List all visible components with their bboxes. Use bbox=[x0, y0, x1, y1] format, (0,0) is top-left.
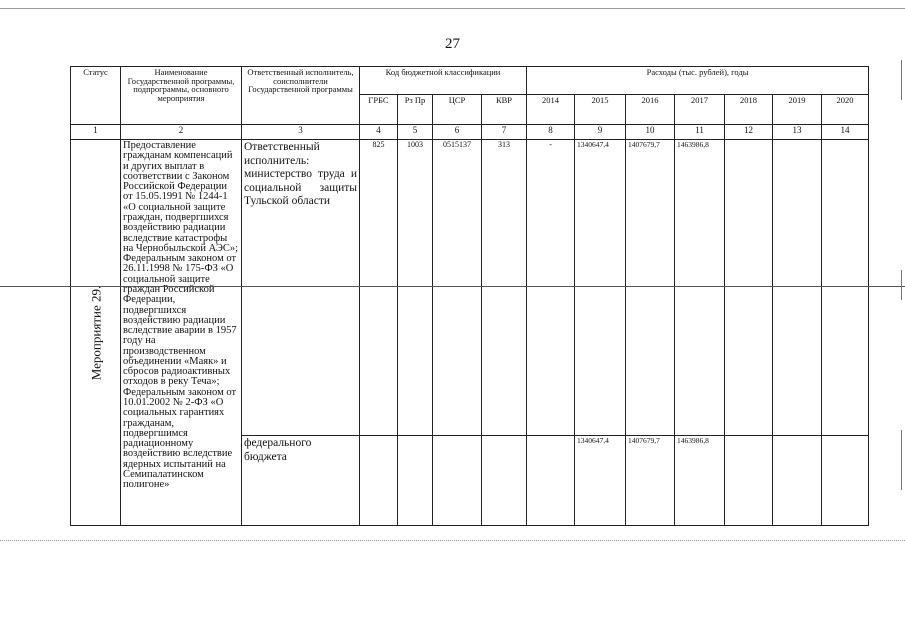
header-program-name: Наименование Государственной программы, подпрограммы, основного мероприятия bbox=[121, 67, 242, 125]
value-2014: - bbox=[527, 140, 575, 436]
column-number: 12 bbox=[725, 125, 773, 140]
value-2018 bbox=[725, 140, 773, 436]
subrow-kvr bbox=[482, 436, 527, 526]
scan-edge-mark bbox=[901, 270, 902, 300]
column-number: 11 bbox=[675, 125, 725, 140]
column-number: 13 bbox=[773, 125, 822, 140]
column-number: 4 bbox=[360, 125, 398, 140]
value-2015: 1340647,4 bbox=[575, 140, 626, 436]
subrow-value-2015: 1340647,4 bbox=[575, 436, 626, 526]
header-budget-code: Код бюджетной классификации bbox=[360, 67, 527, 95]
column-number: 3 bbox=[242, 125, 360, 140]
column-number: 1 bbox=[71, 125, 121, 140]
column-number: 10 bbox=[626, 125, 675, 140]
subrow-rzpr bbox=[398, 436, 433, 526]
subrow-2018 bbox=[725, 436, 773, 526]
header-year-2018: 2018 bbox=[725, 95, 773, 125]
header-expenses: Расходы (тыс. рублей), годы bbox=[527, 67, 869, 95]
subrow-value-2016: 1407679,7 bbox=[626, 436, 675, 526]
page-number: 27 bbox=[445, 36, 460, 52]
header-status: Статус bbox=[71, 67, 121, 125]
column-number: 9 bbox=[575, 125, 626, 140]
budget-table bbox=[70, 66, 869, 526]
column-number: 7 bbox=[482, 125, 527, 140]
header-year-2019: 2019 bbox=[773, 95, 822, 125]
rzpr-value: 1003 bbox=[398, 140, 433, 436]
header-grbs: ГРБС bbox=[360, 95, 398, 125]
subrow-2020 bbox=[822, 436, 869, 526]
header-kvr: КВР bbox=[482, 95, 527, 125]
status-cell bbox=[71, 140, 121, 526]
measure-name: Предоставление гражданам компенсаций и других выплат в соответствии с Законом Российской Федерации от 15.05.1991 № 1244-1 «О социальной защите граждан, подвергшихся воздействию радиации вследствие катастрофы на Чернобыльской АЭС»; Федеральным законом от 26.11.1998 № 175-ФЗ «О социальной защите граждан Российской Федерации, подвергшихся воздействию радиации вследствие аварии в 1957 году на производственном объединении «Маяк» и сбросов радиоактивных отходов в реку Теча»; Федеральным законом от 10.01.2002 № 2-ФЗ «О социальных гарантиях гражданам, подвергшимся радиационному воздействию вследствие ядерных испытаний на Семипалатинском полигоне» bbox=[121, 140, 242, 526]
column-number: 8 bbox=[527, 125, 575, 140]
csr-value: 0515137 bbox=[433, 140, 482, 436]
scan-edge-mark bbox=[901, 60, 902, 100]
column-number: 5 bbox=[398, 125, 433, 140]
value-2016: 1407679,7 bbox=[626, 140, 675, 436]
subrow-2019 bbox=[773, 436, 822, 526]
header-year-2016: 2016 bbox=[626, 95, 675, 125]
column-number: 6 bbox=[433, 125, 482, 140]
column-number: 2 bbox=[121, 125, 242, 140]
kvr-value: 313 bbox=[482, 140, 527, 436]
status-label: Мероприятие 29. bbox=[87, 285, 103, 380]
subrow-2014 bbox=[527, 436, 575, 526]
header-responsible: Ответственный исполнитель, соисполнители Государственной программы bbox=[242, 67, 360, 125]
column-number: 14 bbox=[822, 125, 869, 140]
header-year-2015: 2015 bbox=[575, 95, 626, 125]
federal-budget-label: федерального бюджета bbox=[242, 436, 360, 526]
scan-artifact-line bbox=[0, 8, 905, 9]
header-csr: ЦСР bbox=[433, 95, 482, 125]
header-year-2020: 2020 bbox=[822, 95, 869, 125]
scan-artifact-dots bbox=[0, 540, 905, 541]
grbs-value: 825 bbox=[360, 140, 398, 436]
header-year-2014: 2014 bbox=[527, 95, 575, 125]
subrow-grbs bbox=[360, 436, 398, 526]
header-rzpr: Рз Пр bbox=[398, 95, 433, 125]
responsible-executor: Ответственный исполнитель: министерство труда и социальной защиты Тульской области bbox=[242, 140, 360, 436]
subrow-csr bbox=[433, 436, 482, 526]
value-2017: 1463986,8 bbox=[675, 140, 725, 436]
header-year-2017: 2017 bbox=[675, 95, 725, 125]
value-2019 bbox=[773, 140, 822, 436]
value-2020 bbox=[822, 140, 869, 436]
scan-artifact-line bbox=[0, 286, 905, 287]
subrow-value-2017: 1463986,8 bbox=[675, 436, 725, 526]
scan-edge-mark bbox=[901, 430, 902, 490]
